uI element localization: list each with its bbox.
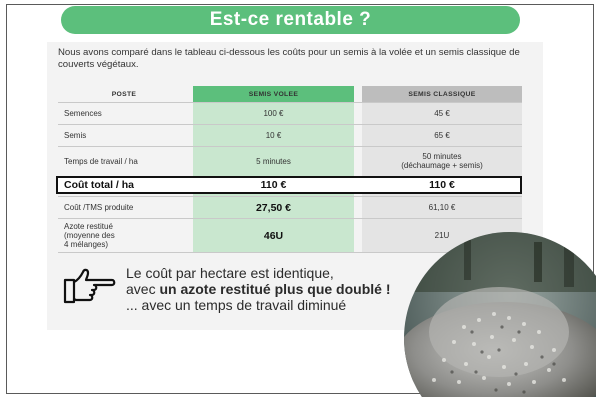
page-title: Est-ce rentable ? (209, 9, 372, 30)
table-row-tms-volee: 27,50 € (255, 201, 292, 214)
conclusion-line-2-bold: un azote restitué plus que doublé ! (159, 281, 391, 297)
conclusion-text (126, 265, 446, 313)
table-row-temps-classique (362, 147, 522, 175)
conclusion-line-1: Le coût par hectare est identique, (126, 265, 334, 281)
header-semis-classique: SEMIS CLASSIQUE (408, 90, 476, 98)
temps-classique-note: (déchaumage + semis) (401, 161, 483, 170)
table-row-tms-classique: 61,10 € (428, 203, 456, 212)
table-row-temps-volee: 5 minutes (256, 156, 291, 166)
azote-label-note2: 4 mélanges) (64, 240, 109, 249)
table-row-semis-classique: 65 € (434, 131, 450, 140)
table-row-total-label: Coût total / ha (64, 179, 134, 191)
table-row-azote-volee: 46U (263, 229, 284, 242)
azote-label-note1: (moyenne des (64, 231, 115, 240)
conclusion-line-3: ... avec un temps de travail diminué (126, 297, 347, 313)
conclusion-line-2-prefix: avec (126, 281, 160, 297)
seed-pile-photo (404, 232, 596, 397)
pointing-hand-icon (62, 266, 116, 306)
intro-text: Nous avons comparé dans le tableau ci-dessous les coûts pour un semis à la volée et un semis classique de couverts végétaux. (58, 47, 520, 70)
table-row-semences-volee: 100 € (263, 109, 284, 118)
temps-classique-value: 50 minutes (422, 152, 462, 161)
table-row-semis-volee: 10 € (265, 131, 282, 140)
azote-label-main: Azote restitué (64, 222, 113, 231)
table-row-azote-label (58, 219, 190, 252)
header-poste: POSTE (111, 90, 137, 98)
table-row-semis-label: Semis (64, 131, 87, 140)
table-row-azote-classique: 21U (434, 231, 450, 240)
table-row-total-classique: 110 € (429, 179, 455, 191)
table-row-semences-classique: 45 € (434, 109, 450, 118)
header-semis-volee: SEMIS VOLEE (248, 90, 299, 98)
table-row-temps-label: Temps de travail / ha (64, 156, 138, 166)
table-row-total-volee: 110 € (260, 179, 287, 191)
conclusion-line-2 (126, 281, 446, 297)
table-row-tms-label: Coût /TMS produite (64, 203, 134, 212)
table-row-semences-label: Semences (64, 109, 102, 118)
title-banner (61, 6, 520, 34)
